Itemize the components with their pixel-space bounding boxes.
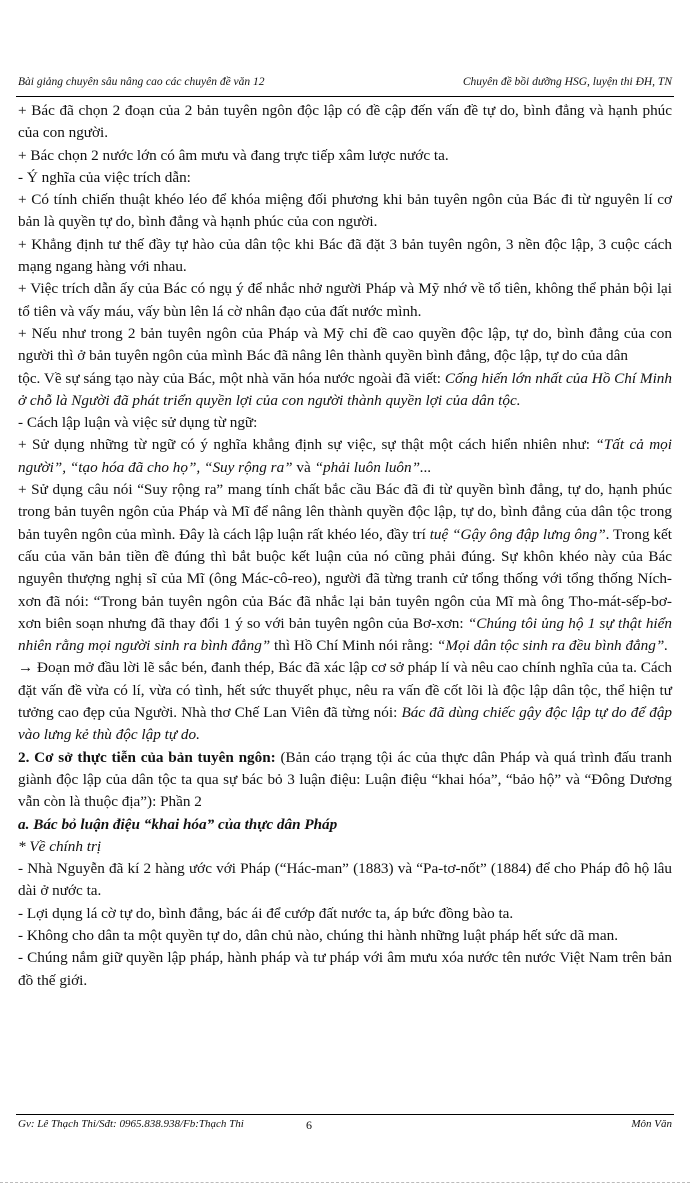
text-run: và bbox=[292, 458, 315, 476]
footer-subject: Môn Văn bbox=[631, 1118, 672, 1130]
paragraph: - Cách lập luận và việc sử dụng từ ngữ: bbox=[18, 414, 258, 432]
footer-divider bbox=[16, 1114, 674, 1115]
section-heading: 2. Cơ sở thực tiễn của bản tuyên ngôn: bbox=[18, 748, 276, 766]
text-run: tộc. Về sự sáng tạo này của Bác, một nhà văn hóa nước ngoài đã viết: bbox=[18, 369, 445, 387]
paragraph bbox=[18, 479, 672, 657]
page-content bbox=[18, 100, 672, 992]
quote-italic: “Chúng tôi ủng hộ 1 sự thật hiển nhiên rằng mọi người sinh ra bình đẳng” bbox=[18, 614, 672, 655]
page-number: 6 bbox=[306, 1118, 312, 1132]
topic-label: * Về chính trị bbox=[18, 837, 102, 855]
paragraph: - Ý nghĩa của việc trích dẫn: bbox=[18, 168, 191, 186]
paragraph: + Khẳng định tư thế đầy tự hào của dân tộc khi Bác đã đặt 3 bản tuyên ngôn, 3 nền độc lập, 3 cuộc cách mạng ngang hàng với nhau. bbox=[18, 235, 672, 276]
quote-italic: tuệ “Gậy ông đập lưng ông” bbox=[429, 525, 606, 543]
paragraph: + Bác chọn 2 nước lớn có âm mưu và đang trực tiếp xâm lược nước ta. bbox=[18, 146, 449, 164]
header-divider bbox=[16, 96, 674, 97]
text-run: → Đoạn mở đầu lời lẽ sắc bén, đanh thép, Bác đã xác lập cơ sở pháp lí và nêu cao chính nghĩa của ta. Cách đặt vấn đề vừa có lí, vừa có tình, hết sức thuyết phục, nêu ra vấn đề cốt lõi là độc lập dân tộc, thể hiện tư tưởng cao đẹp của Người. Nhà thơ Chế Lan Viên đã từng nói: bbox=[18, 659, 672, 722]
text-run: (Bản cáo trạng tội ác của thực dân Pháp và quá trình đấu tranh giành độc lập của dân tộc ta qua sự bác bỏ 3 luận điệu: Luận điệu “khai hóa”, “bảo hộ” và “Đông Dương vẫn còn là thuộc địa”): Phần 2 bbox=[18, 748, 672, 811]
paragraph bbox=[18, 747, 672, 814]
footer-author: Gv: Lê Thạch Thi/Sđt: 0965.838.938/Fb:Thạch Thi bbox=[18, 1118, 244, 1130]
paragraph bbox=[18, 657, 672, 746]
paragraph: - Chúng nắm giữ quyền lập pháp, hành pháp và tư pháp với âm mưu xóa nước tên nước Việt Nam trên bản đồ thế giới. bbox=[18, 949, 672, 989]
subsection-heading: a. Bác bỏ luận điệu “khai hóa” của thực dân Pháp bbox=[18, 815, 338, 833]
page-edge bbox=[0, 1182, 690, 1183]
paragraph: + Nếu như trong 2 bản tuyên ngôn của Pháp và Mỹ chỉ đề cao quyền độc lập, tự do, bình đẳng của con người thì ở bản tuyên ngôn của mình Bác đã nâng lên thành quyền bình đẳng, độc lập, tự do của dân bbox=[18, 324, 672, 365]
quote-italic: “Tất cả mọi người”, “tạo hóa đã cho họ”, “Suy rộng ra” bbox=[18, 436, 672, 476]
text-run: + Sử dụng câu nói “Suy rộng ra” mang tính chất bắc cầu Bác đã đi từ quyền bình đẳng, tự do, hạnh phúc trong bản tuyên ngôn của Pháp và Mĩ để nâng lên thành quyền độc lập, tự do, bình đẳng của dân tộc trong bản tuyên ngôn của mình. Đây là cách lập luận rất khéo léo, đầy trí bbox=[18, 481, 672, 543]
text-run: + Sử dụng những từ ngữ có ý nghĩa khẳng định sự việc, sự thật một cách hiển nhiên như: bbox=[18, 436, 596, 454]
paragraph bbox=[18, 434, 672, 479]
quote-italic: Cống hiến lớn nhất của Hồ Chí Minh ở chỗ là Người đã phát triển quyền lợi của con người thành quyền lợi của dân tộc. bbox=[18, 369, 672, 409]
header-right: Chuyên đề bồi dưỡng HSG, luyện thi ĐH, TN bbox=[462, 76, 672, 88]
text-run: . Trong kết cấu của văn bản tiền đề đúng thì bắt buộc kết luận của nó cũng phải đúng. Sự khôn khéo này của Bác nguyên thượng nghị sĩ của Mĩ (ông Mác-cô-reo), người đã từng tranh cử tổng thống với tổng thống Ních-xơn đã nói: “Trong bản tuyên ngôn của Bác đã nhắc lại bản tuyên ngôn của Mĩ mà ông Tho-mát-sếp-bơ-xơn biên soạn nhưng đã thay đổi 1 ý so với bản tuyên ngôn của Bơ-xơn: bbox=[18, 525, 672, 632]
paragraph: + Bác đã chọn 2 đoạn của 2 bản tuyên ngôn độc lập có đề cập đến vấn đề tự do, bình đẳng và hạnh phúc của con người. bbox=[18, 102, 672, 142]
quote-italic: Bác đã dùng chiếc gậy độc lập tự do để đập vào lưng kẻ thù độc lập tự do. bbox=[18, 704, 673, 744]
paragraph: - Không cho dân ta một quyền tự do, dân chủ nào, chúng thi hành những luật pháp hết sức dã man. bbox=[18, 926, 619, 944]
quote-italic: “phải luôn luôn”... bbox=[314, 458, 432, 476]
paragraph bbox=[18, 368, 672, 413]
text-run: thì Hồ Chí Minh nói rằng: bbox=[270, 637, 437, 655]
paragraph: - Lợi dụng lá cờ tự do, bình đẳng, bác ái để cướp đất nước ta, áp bức đồng bào ta. bbox=[18, 904, 514, 922]
header-left: Bài giảng chuyên sâu nâng cao các chuyên đề văn 12 bbox=[18, 76, 265, 88]
paragraph: + Có tính chiến thuật khéo léo để khóa miệng đối phương khi bản tuyên ngôn của Bác đi từ nguyên lí cơ bản là quyền tự do, bình đẳng và hạnh phúc của con người. bbox=[18, 191, 672, 231]
quote-italic: “Mọi dân tộc sinh ra đều bình đẳng”. bbox=[436, 637, 669, 655]
paragraph: + Việc trích dẫn ấy của Bác có ngụ ý để nhắc nhở người Pháp và Mỹ nhớ về tổ tiên, không thể phản bội lại tổ tiên và vấy máu, vấy bùn lên lá cờ nhân đạo của đất nước mình. bbox=[18, 280, 672, 320]
paragraph: - Nhà Nguyễn đã kí 2 hàng ước với Pháp (“Hác-man” (1883) và “Pa-tơ-nốt” (1884) để cho Pháp đô hộ lâu dài ở nước ta. bbox=[18, 860, 672, 900]
